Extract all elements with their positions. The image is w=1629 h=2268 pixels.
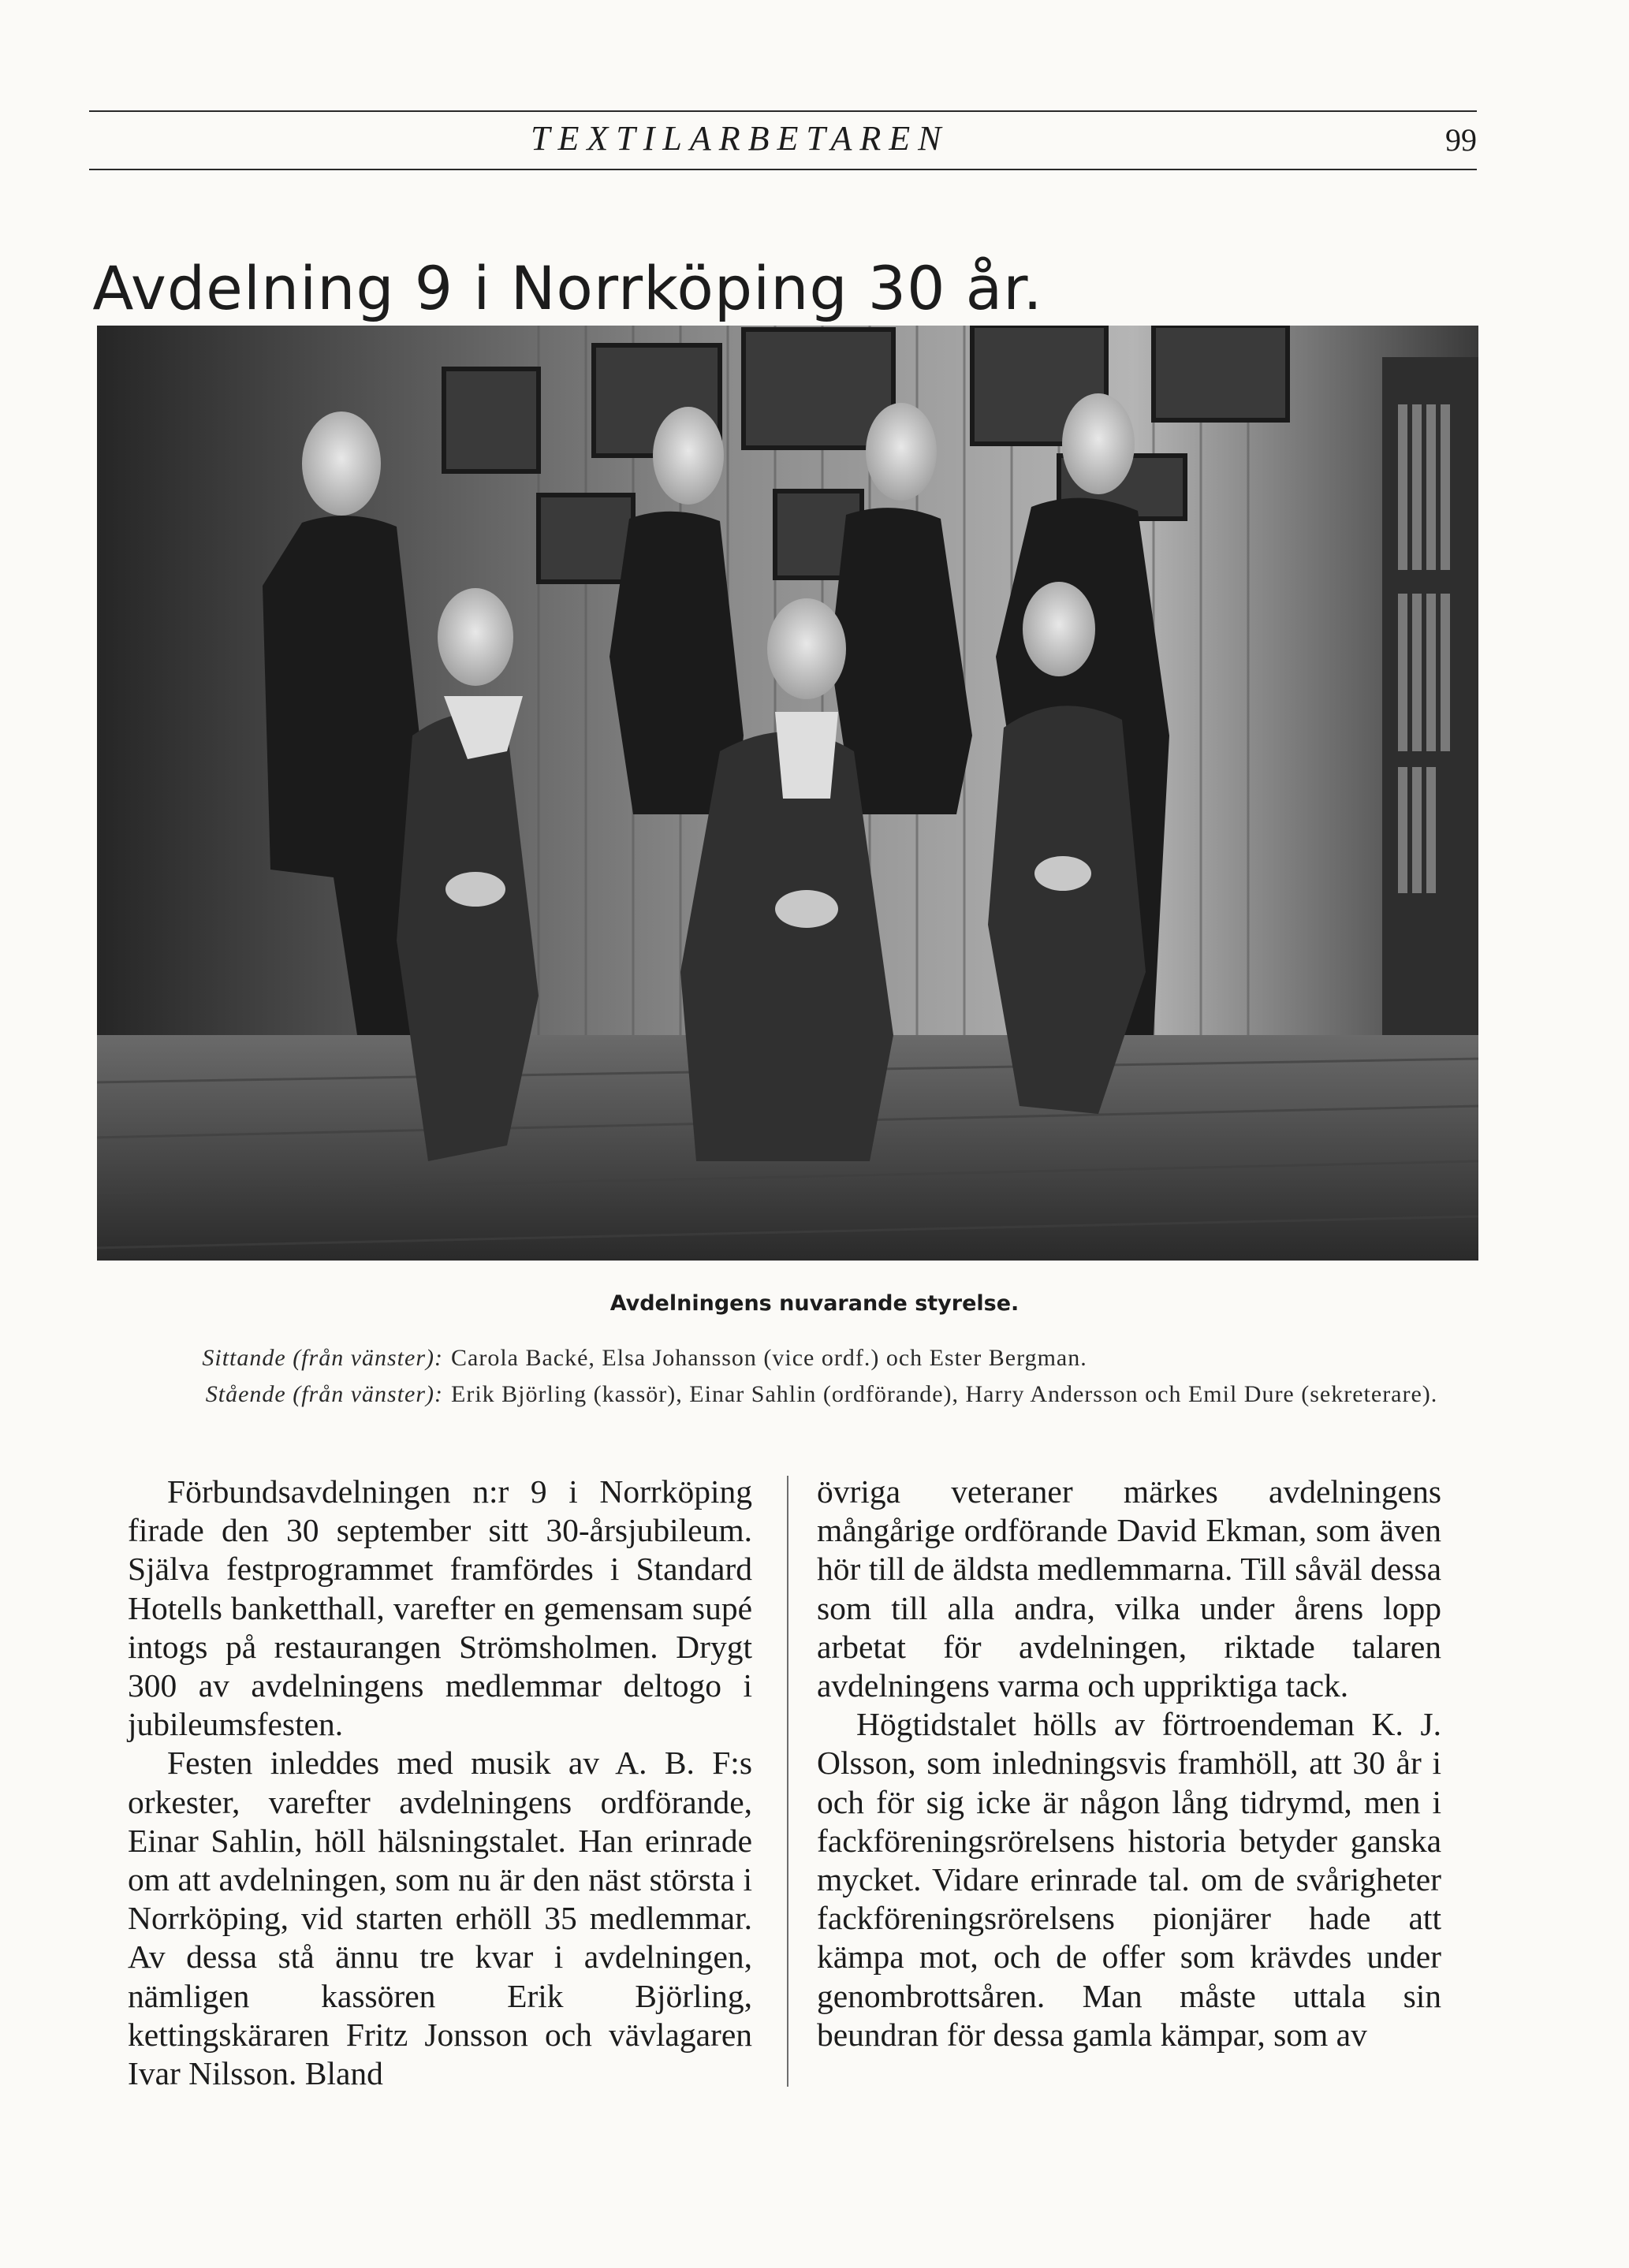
photo-caption-heading: Avdelningens nuvarande styrelse. bbox=[609, 1291, 1020, 1316]
paragraph: Festen inleddes med musik av A. B. F:s orkester, varefter avdelningens ordförande, Einar Sahlin, höll hälsningstalet. Han erinrade om att avdelningen, som nu är den näst största i Norrköping, vid starten erhöll 35 medlemmar. Av dessa stå ännu tre kvar i avdelningen, nämligen kassören Erik Björling, kettingskäraren Fritz Jonsson och vävlagaren Ivar Nilsson. Bland bbox=[128, 1745, 752, 2092]
running-header bbox=[89, 118, 1477, 166]
paragraph: Högtidstalet hölls av förtroendeman K. J. Olsson, som inledningsvis framhöll, att 30 år i och för sig icke är någon lång tidrymd, men i fackföreningsrörelsens historia betyder ganska mycket. Vidare erinrade tal. om de svårigheter fackföreningsrörelsens pionjärer hade att kämpa mot, och de offer som krävdes under genombrottsåren. Man måste uttala sin beundran för dessa gamla kämpar, som av bbox=[817, 1706, 1441, 2053]
group-portrait-photo bbox=[97, 326, 1478, 1261]
photo-credits bbox=[110, 1340, 1482, 1413]
credit-row-seated bbox=[110, 1340, 1482, 1376]
column-divider bbox=[787, 1476, 788, 2087]
credit-row-standing bbox=[110, 1376, 1482, 1413]
standing-names: Erik Björling (kassör), Einar Sahlin (ordförande), Harry Andersson och Emil Dure (sekreterare). bbox=[451, 1381, 1438, 1407]
body-column-left bbox=[128, 1473, 752, 2093]
running-title: TEXTILARBETAREN bbox=[531, 119, 949, 158]
seated-label: Sittande (från vänster): bbox=[202, 1345, 443, 1371]
page-number: 99 bbox=[1445, 122, 1477, 158]
photo-illustration bbox=[97, 326, 1478, 1261]
paragraph: övriga veteraner märkes avdelningens mångårige ordförande David Ekman, som även hör till de äldsta medlemmarna. Till såväl dessa som till alla andra, vilka under årens lopp arbetat för avdelningen, riktade talaren avdelningens varma och uppriktiga tack. bbox=[817, 1473, 1441, 1704]
header-bottom-rule bbox=[89, 169, 1477, 170]
standing-label: Stående (från vänster): bbox=[205, 1381, 443, 1407]
header-top-rule bbox=[89, 110, 1477, 112]
article-title: Avdelning 9 i Norrköping 30 år. bbox=[92, 252, 1043, 323]
paragraph: Förbundsavdelningen n:r 9 i Norrköping firade den 30 september sitt 30-årsjubileum. Själva festprogrammet framfördes i Standard Hotells banketthall, varefter en gemensam supé intogs på restaurangen Strömsholmen. Drygt 300 av avdelningens medlemmar deltogo i jubileumsfesten. bbox=[128, 1473, 752, 1743]
body-column-right bbox=[817, 1473, 1441, 2054]
seated-names: Carola Backé, Elsa Johansson (vice ordf.) och Ester Bergman. bbox=[451, 1345, 1087, 1371]
